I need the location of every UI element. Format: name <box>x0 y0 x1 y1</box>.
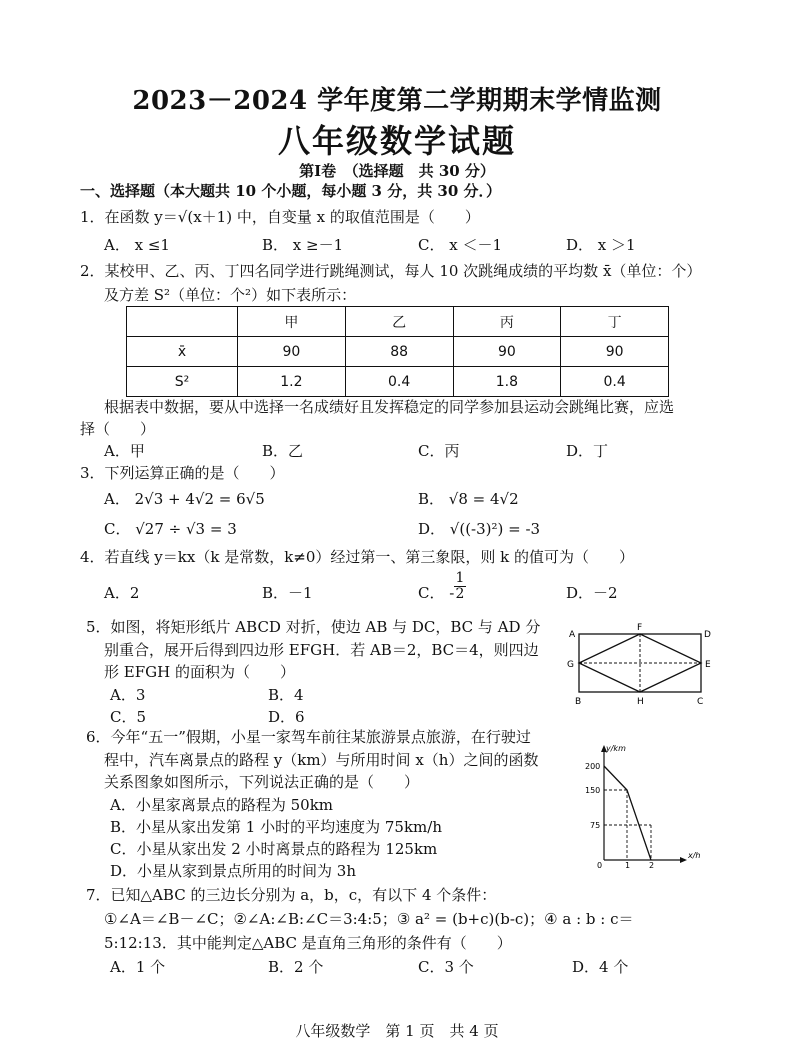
q6-option-c: C．小星从家出发 2 小时离景点的路程为 125km <box>110 840 438 858</box>
label-d: D <box>704 630 711 640</box>
q5-option-b: B．4 <box>268 686 304 704</box>
q1-option-d: D． x ＞1 <box>566 236 636 254</box>
section-heading: 一、选择题（本大题共 10 个小题，每小题 3 分，共 30 分．） <box>80 182 502 200</box>
table-header-cell: 丁 <box>561 307 669 337</box>
q2-stem-line2: 及方差 S²（单位：个²）如下表所示： <box>104 286 357 304</box>
q5-stem-line2: 别重合，展开后得到四边形 EFGH．若 AB＝2，BC＝4，则四边 <box>104 641 539 659</box>
label-c: C <box>697 697 704 707</box>
q7-stem-line3: 5:12:13．其中能判定△ABC 是直角三角形的条件有（ ） <box>104 934 512 952</box>
origin-label: 0 <box>597 861 603 870</box>
q7-stem-line2: ①∠A＝∠B－∠C；②∠A:∠B:∠C＝3:4:5；③ a² = (b+c)(b-c)；④ a : b : c＝ <box>104 910 634 928</box>
table-header-row <box>127 307 669 337</box>
table-cell: 90 <box>561 337 669 367</box>
q6-option-d: D．小星从家到景点所用的时间为 3h <box>110 862 357 880</box>
q1-option-a: A． x ≤1 <box>104 236 170 254</box>
q4-option-a: A．2 <box>104 584 140 602</box>
label-a: A <box>569 630 576 640</box>
q4-stem: 4．若直线 y＝kx（k 是常数，k≠0）经过第一、第三象限，则 k 的值可为（ ） <box>80 548 635 566</box>
q1-option-b: B． x ≥－1 <box>262 236 344 254</box>
q6-stem-line1: 6．今年“五一”假期，小星一家驾车前往某旅游景点旅游，在行驶过 <box>86 728 531 746</box>
q6-option-a: A．小星家离景点的路程为 50km <box>110 796 334 814</box>
q5-stem-line1: 5．如图，将矩形纸片 ABCD 对折，使边 AB 与 DC，BC 与 AD 分 <box>86 618 541 636</box>
table-cell: 90 <box>453 337 561 367</box>
q2-after-line2: 择（ ） <box>80 420 156 438</box>
q2-option-b: B．乙 <box>262 442 304 460</box>
q4-option-d: D．－2 <box>566 584 618 602</box>
q6-stem-line2: 程中，汽车离景点的路程 y（km）与所用时间 x（h）之间的函数 <box>104 751 539 769</box>
label-g: G <box>567 660 574 670</box>
table-cell-label: x̄ <box>127 337 238 367</box>
q6-option-b: B．小星从家出发第 1 小时的平均速度为 75km/h <box>110 818 442 836</box>
q2-stem-line1: 2．某校甲、乙、丙、丁四名同学进行跳绳测试，每人 10 次跳绳成绩的平均数 x̄（单位：个） <box>80 262 702 280</box>
q3-option-c: C． √27 ÷ √3 = 3 <box>104 520 237 538</box>
q1-option-c: C． x ＜－1 <box>418 236 503 254</box>
q2-option-a: A．甲 <box>104 442 145 460</box>
table-header-cell: 甲 <box>238 307 346 337</box>
y-tick-150: 150 <box>585 786 601 795</box>
q4-fraction-numerator: 1 <box>455 570 465 586</box>
table-header-cell <box>127 307 238 337</box>
label-h: H <box>637 697 644 707</box>
table-row <box>127 367 669 397</box>
rectangle-figure <box>560 620 720 710</box>
y-tick-75: 75 <box>590 821 601 830</box>
table-cell: 0.4 <box>345 367 453 397</box>
x-tick-1: 1 <box>625 861 631 870</box>
q5-option-d: D．6 <box>268 708 305 726</box>
table-cell: 1.8 <box>453 367 561 397</box>
x-tick-2: 2 <box>649 861 655 870</box>
q2-option-c: C．丙 <box>418 442 460 460</box>
exam-title-year: 2023－2024 学年度第二学期期末学情监测 <box>132 86 662 116</box>
q4-fraction-denominator: 2 <box>455 586 465 602</box>
table-cell: 1.2 <box>238 367 346 397</box>
q3-stem: 3．下列运算正确的是（ ） <box>80 464 285 482</box>
q7-option-c: C．3 个 <box>418 958 474 976</box>
table-header-cell: 丙 <box>453 307 561 337</box>
table-row <box>127 337 669 367</box>
distance-time-graph <box>582 740 712 870</box>
table-cell: 88 <box>345 337 453 367</box>
q2-option-d: D．丁 <box>566 442 609 460</box>
graph-line <box>604 766 651 860</box>
q4-option-b: B．－1 <box>262 584 313 602</box>
label-f: F <box>637 623 643 633</box>
table-cell: 90 <box>238 337 346 367</box>
q4-option-c: C． - <box>418 584 455 602</box>
q2-after-line1: 根据表中数据，要从中选择一名成绩好且发挥稳定的同学参加县运动会跳绳比赛，应选 <box>104 398 675 416</box>
label-b: B <box>575 697 582 707</box>
q7-option-d: D．4 个 <box>572 958 629 976</box>
x-axis-arrow <box>680 857 687 863</box>
table-header-cell: 乙 <box>345 307 453 337</box>
table-cell: 0.4 <box>561 367 669 397</box>
score-table <box>126 306 669 397</box>
exam-title-subject: 八年级数学试题 <box>277 122 516 160</box>
x-axis-label: x/h <box>688 851 701 860</box>
q3-option-b: B． √8 = 4√2 <box>418 490 519 508</box>
y-axis-label: y/km <box>606 744 626 753</box>
q1-stem: 1．在函数 y＝√(x＋1) 中，自变量 x 的取值范围是（ ） <box>80 208 480 226</box>
table-cell-label: S² <box>127 367 238 397</box>
q3-option-d: D． √((-3)²) = -3 <box>418 520 541 538</box>
q5-stem-line3: 形 EFGH 的面积为（ ） <box>104 663 295 681</box>
volume-label: 第Ⅰ卷 （选择题 共 30 分） <box>299 162 495 180</box>
q6-stem-line3: 关系图象如图所示，下列说法正确的是（ ） <box>104 773 420 791</box>
q7-stem-line1: 7．已知△ABC 的三边长分别为 a，b，c，有以下 4 个条件： <box>86 886 497 904</box>
q7-option-a: A．1 个 <box>110 958 166 976</box>
page-footer: 八年级数学 第 1 页 共 4 页 <box>295 1022 499 1040</box>
y-tick-200: 200 <box>585 762 601 771</box>
q5-option-a: A．3 <box>110 686 146 704</box>
q4-fraction <box>454 571 466 602</box>
q5-option-c: C．5 <box>110 708 147 726</box>
q3-option-a: A． 2√3 + 4√2 = 6√5 <box>104 490 265 508</box>
q7-option-b: B．2 个 <box>268 958 324 976</box>
label-e: E <box>705 660 711 670</box>
